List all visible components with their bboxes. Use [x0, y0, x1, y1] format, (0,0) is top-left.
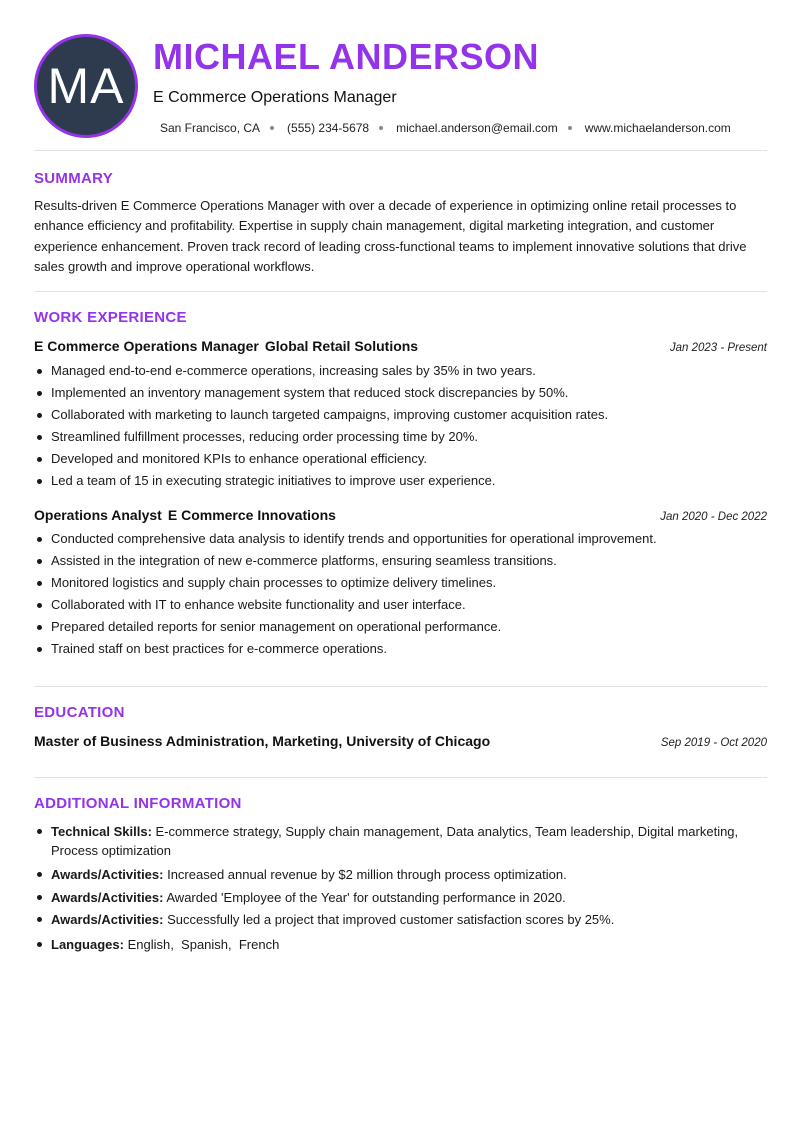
- list-item: Assisted in the integration of new e-commerce platforms, ensuring seamless transitions.: [34, 552, 767, 574]
- list-item: [34, 935, 767, 954]
- separator-dot: [568, 126, 572, 130]
- summary-text: Results-driven E Commerce Operations Manager with over a decade of experience in optimizing online retail processes to enhance efficiency and profitability. Expertise in supply chain management, digital marketing integration, and customer experience enhancement. Proven track record of leading cross-functional teams to implement innovative solutions that drive sales growth and improve operational workflows.: [34, 198, 747, 274]
- item-text: English, Spanish, French: [123, 937, 280, 952]
- list-item: Implemented an inventory management system that reduced stock discrepancies by 50%.: [34, 384, 767, 406]
- list-item: Collaborated with marketing to launch targeted campaigns, improving customer acquisition rates.: [34, 406, 767, 428]
- list-item: Managed end-to-end e-commerce operations, increasing sales by 35% in two years.: [34, 362, 767, 384]
- item-text: Awarded 'Employee of the Year' for outstanding performance in 2020.: [163, 890, 566, 905]
- additional-info-heading: ADDITIONAL INFORMATION: [34, 795, 242, 812]
- additional-info-list: [34, 822, 767, 954]
- separator-dot: [270, 126, 274, 130]
- item-label: Awards/Activities:: [51, 867, 164, 882]
- education-heading: EDUCATION: [34, 704, 125, 721]
- degree: Master of Business Administration, Marketing, University of Chicago: [34, 733, 491, 749]
- item-label: Awards/Activities:: [51, 912, 164, 927]
- job-role-line: [34, 507, 336, 523]
- job-dates: Jan 2020 - Dec 2022: [660, 511, 767, 523]
- job-bullets: [34, 362, 767, 494]
- separator-dot: [379, 126, 383, 130]
- job-header: [34, 338, 767, 354]
- contact-email[interactable]: michael.anderson@email.com: [396, 121, 558, 135]
- list-item: [34, 822, 767, 860]
- item-label: Awards/Activities:: [51, 890, 164, 905]
- candidate-name: MICHAEL ANDERSON: [153, 36, 540, 77]
- avatar-initials: MA: [47, 58, 125, 114]
- list-item: Collaborated with IT to enhance website functionality and user interface.: [34, 596, 767, 618]
- list-item: [34, 910, 767, 929]
- divider: [34, 777, 767, 778]
- item-text: Successfully led a project that improved customer satisfaction scores by 25%.: [163, 912, 615, 927]
- job-header: [34, 507, 767, 523]
- list-item: Conducted comprehensive data analysis to identify trends and opportunities for operational improvement.: [34, 530, 767, 552]
- list-item: Developed and monitored KPIs to enhance operational efficiency.: [34, 450, 767, 472]
- divider: [34, 150, 767, 151]
- job-title: E Commerce Operations Manager: [153, 89, 397, 106]
- avatar: [34, 34, 138, 138]
- divider: [34, 291, 767, 292]
- list-item: [34, 865, 767, 884]
- education-entry: [34, 733, 767, 749]
- list-item: Led a team of 15 in executing strategic initiatives to improve user experience.: [34, 472, 767, 494]
- job-company: Global Retail Solutions: [264, 338, 419, 354]
- job-bullets: [34, 530, 767, 662]
- contact-phone: (555) 234-5678: [287, 121, 370, 135]
- list-item: Streamlined fulfillment processes, reducing order processing time by 20%.: [34, 428, 767, 450]
- contact-website[interactable]: www.michaelanderson.com: [584, 121, 731, 135]
- work-experience-heading: WORK EXPERIENCE: [34, 309, 187, 326]
- summary-heading: SUMMARY: [34, 170, 114, 187]
- contact-line: [160, 121, 731, 135]
- list-item: Monitored logistics and supply chain processes to optimize delivery timelines.: [34, 574, 767, 596]
- list-item: Prepared detailed reports for senior management on operational performance.: [34, 618, 767, 640]
- job-role: Operations Analyst: [34, 507, 162, 523]
- item-text: Increased annual revenue by $2 million through process optimization.: [163, 867, 567, 882]
- job-role: E Commerce Operations Manager: [34, 338, 259, 354]
- item-label: Languages:: [51, 937, 124, 952]
- job-role-line: [34, 338, 418, 354]
- item-text: E-commerce strategy, Supply chain management, Data analytics, Team leadership, Digital marketing, Process optimization: [51, 824, 739, 858]
- list-item: [34, 888, 767, 907]
- job-company: E Commerce Innovations: [167, 507, 336, 523]
- divider: [34, 686, 767, 687]
- list-item: Trained staff on best practices for e-commerce operations.: [34, 640, 767, 662]
- education-dates: Sep 2019 - Oct 2020: [660, 737, 767, 749]
- job-dates: Jan 2023 - Present: [669, 342, 767, 354]
- item-label: Technical Skills:: [51, 824, 152, 839]
- contact-location: San Francisco, CA: [160, 121, 261, 135]
